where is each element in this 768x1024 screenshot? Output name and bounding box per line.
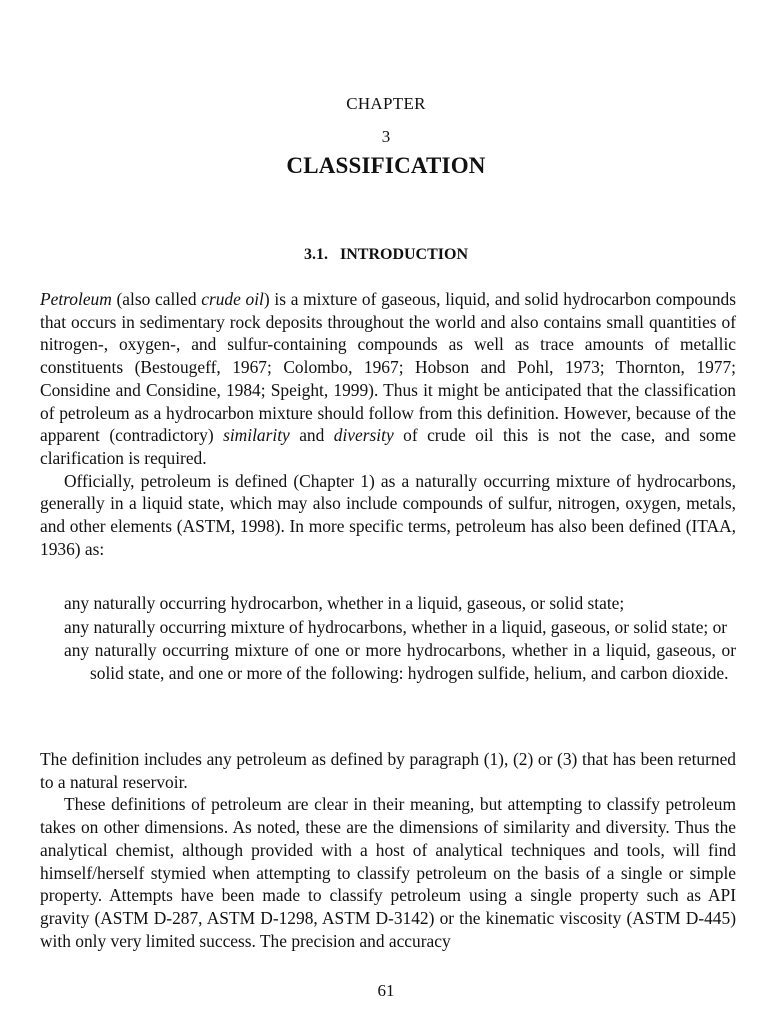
- section-heading: 3.1. INTRODUCTION: [303, 246, 468, 263]
- paragraph-official-definition: Officially, petroleum is defined (Chapter 1) as a naturally occurring mixture of hydrocarbons, generally in a liquid state, which may also include compounds of sulfur, nitrogen, oxygen, metals, and other elements (ASTM, 1998). In more specific terms, petroleum has also been defined (ITAA, 1936) as:: [40, 470, 736, 559]
- definition-item-2: any naturally occurring mixture of hydrocarbons, whether in a liquid, gaseous, or solid state; or: [64, 616, 728, 637]
- italic-term: similarity: [223, 425, 290, 446]
- chapter-number: 3: [381, 127, 391, 146]
- text-run: and: [289, 425, 334, 446]
- italic-term: diversity: [333, 425, 394, 446]
- definition-item-3: any naturally occurring mixture of one or more hydrocarbons, whether in a liquid, gaseous, or solid state, and one or more of the following: hydrogen sulfide, helium, and carbon dioxide.: [64, 640, 736, 684]
- italic-term: crude oil: [201, 289, 264, 309]
- closing-text-block: [40, 748, 736, 952]
- italic-term: Petroleum: [40, 289, 112, 309]
- intro-text-block: [40, 288, 736, 560]
- text-run: of crude oil this is not the case, and some clarification is required.: [40, 425, 736, 468]
- text-run: (also called: [111, 289, 202, 309]
- paragraph-petroleum-definition: [40, 288, 736, 470]
- chapter-label: CHAPTER: [346, 94, 426, 113]
- chapter-title: CLASSIFICATION: [286, 153, 486, 178]
- text-run: ) is a mixture of gaseous, liquid, and solid hydrocarbon compounds that occurs in sedimentary rock deposits throughout the world and also contains small quantities of nitrogen-, oxygen-, and sulfur-containing compounds as well as trace amounts of metallic constituents (Bestougeff, 1967; Colombo, 1967; Hobson and Pohl, 1973; Thornton, 1977; Considine and Considine, 1984; Speight, 1999). Thus it might be anticipated that the classification of petroleum as a hydrocarbon mixture should follow from this definition. However, because of the apparent (contradictory): [40, 289, 736, 446]
- definition-item-1: any naturally occurring hydrocarbon, whether in a liquid, gaseous, or solid state;: [64, 593, 625, 613]
- page-number: 61: [377, 981, 395, 1000]
- definition-list: [64, 592, 736, 686]
- paragraph-definition-includes: The definition includes any petroleum as defined by paragraph (1), (2) or (3) that has been returned to a natural reservoir.: [40, 749, 736, 792]
- paragraph-classification-dimensions: These definitions of petroleum are clear in their meaning, but attempting to classify petroleum takes on other dimensions. As noted, these are the dimensions of similarity and diversity. Thus the analytical chemist, although provided with a host of analytical techniques and tools, will find himself/herself stymied when attempting to classify petroleum on the basis of a single or simple property. Attempts have been made to classify petroleum using a single property such as API gravity (ASTM D-287, ASTM D-1298, ASTM D-3142) or the kinematic viscosity (ASTM D-445) with only very limited success. The precision and accuracy: [40, 794, 736, 951]
